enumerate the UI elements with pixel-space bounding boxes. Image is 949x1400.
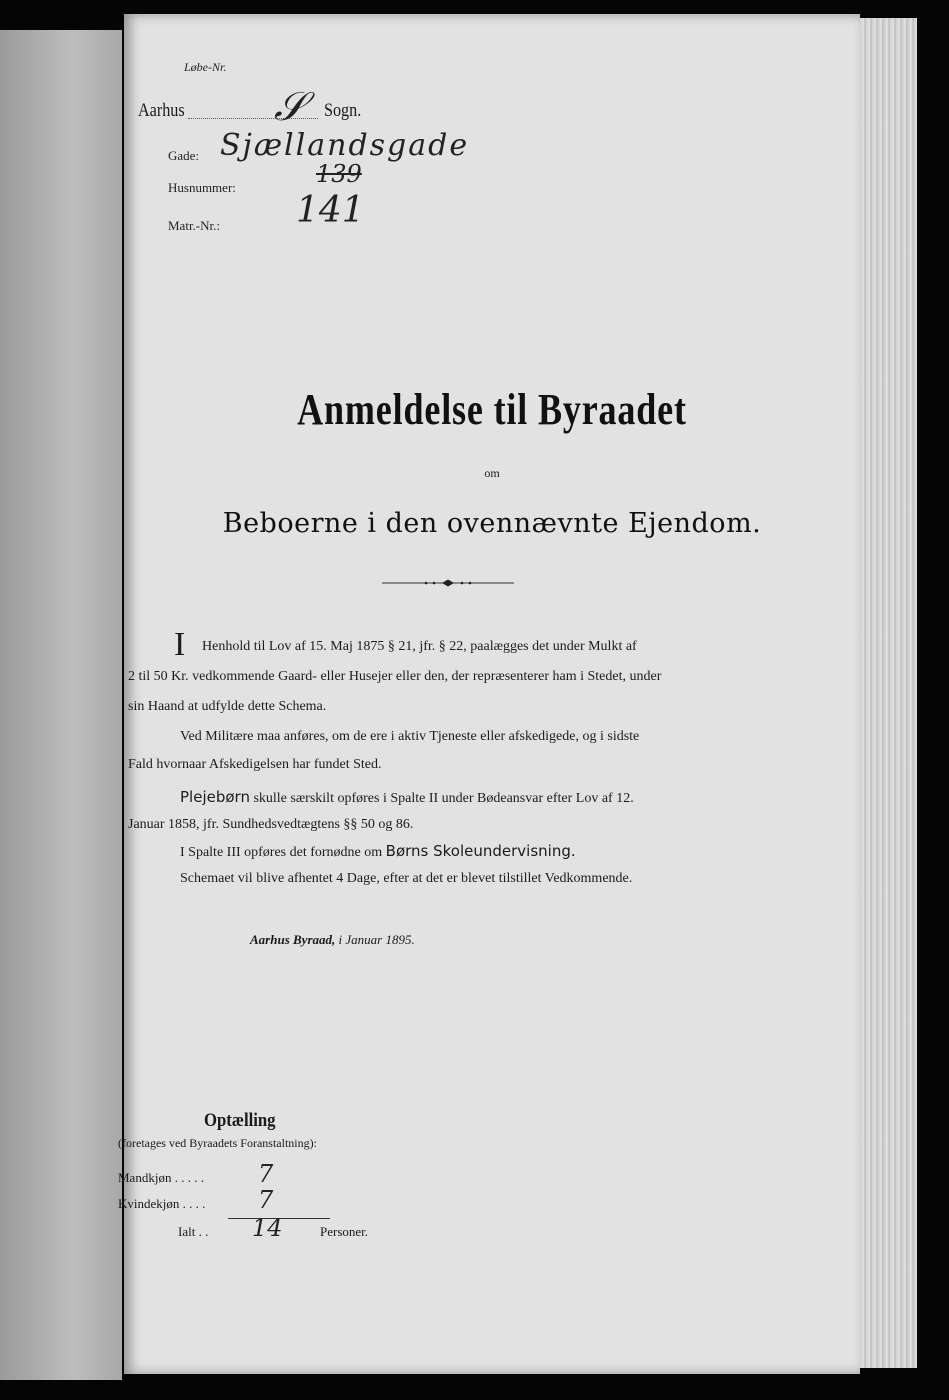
kvindekjon-row [118, 1196, 205, 1212]
paragraph-1-line-1: Henhold til Lov af 15. Maj 1875 § 21, jfr. § 22, paalægges det under Mulkt af [202, 639, 637, 654]
husnummer-value: 141 [296, 190, 365, 231]
paragraph-4-text: I Spalte III opføres det fornødne om [180, 845, 383, 860]
husnummer-label: Husnummer: [168, 180, 236, 195]
city-label: Aarhus [138, 100, 185, 121]
ialt-value: 14 [252, 1214, 283, 1242]
plejeborn-emphasis: Plejebørn [180, 788, 250, 806]
gade-label: Gade: [168, 148, 200, 163]
loebe-nr-label: Løbe-Nr. [184, 60, 227, 74]
paragraph-5: Schemaet vil blive afhentet 4 Dage, efter at det er blevet tilstillet Vedkommende. [180, 871, 633, 886]
ialt-label: Ialt [178, 1224, 196, 1239]
paragraph-3-line-1 [180, 784, 634, 812]
left-page-edge [0, 30, 122, 1380]
mandkjon-row [118, 1170, 204, 1186]
document-page [118, 14, 860, 1374]
skoleundervisning-emphasis: Børns Skoleundervisning. [385, 842, 576, 860]
mandkjon-dots: . . . . . [171, 1170, 204, 1185]
paragraph-4 [180, 838, 576, 866]
gade-value: Sjællandsgade [220, 128, 470, 163]
count-note: (foretages ved Byraadets Foranstaltning): [118, 1136, 317, 1150]
sogn-handwriting: 𝒮 [274, 84, 305, 130]
paragraph-2-line-1: Ved Militære maa anføres, om de ere i aktiv Tjeneste eller afskedigede, og i sidste [180, 729, 640, 744]
personer-label: Personer. [320, 1224, 369, 1239]
kvindekjon-dots: . . . . [179, 1196, 206, 1211]
mandkjon-value: 7 [258, 1160, 274, 1188]
om-label: om [484, 466, 500, 480]
paragraph-1-line-2: 2 til 50 Kr. vedkommende Gaard- eller Husejer eller den, der repræsenterer ham i Stedet, under [128, 669, 662, 684]
document-subtitle: Beboerne i den ovennævnte Ejendom. [222, 508, 762, 539]
signature [250, 932, 415, 948]
ialt-row [178, 1224, 208, 1240]
drop-cap: I [174, 626, 186, 663]
kvindekjon-label: Kvindekjøn [118, 1196, 180, 1211]
ornament-divider [382, 576, 514, 590]
paragraph-1-line-3: sin Haand at udfylde dette Schema. [128, 699, 327, 714]
ialt-dots: . . [195, 1224, 209, 1239]
mandkjon-label: Mandkjøn [118, 1170, 172, 1185]
page-stack-edges [855, 18, 917, 1368]
signature-date: i Januar 1895. [338, 932, 415, 947]
signature-org: Aarhus Byraad, [250, 932, 336, 947]
paragraph-3-line-2: Januar 1858, jfr. Sundhedsvedtægtens §§ 50 og 86. [128, 817, 414, 832]
husnummer-crossed-value: 139 [316, 160, 362, 188]
count-heading: Optælling [204, 1110, 276, 1131]
matr-nr-label: Matr.-Nr.: [168, 218, 220, 233]
paragraph-2-line-2: Fald hvornaar Afskedigelsen har fundet Sted. [128, 757, 382, 772]
sogn-label: Sogn. [324, 100, 362, 121]
document-title: Anmeldelse til Byraadet [297, 385, 687, 434]
paragraph-3-text: skulle særskilt opføres i Spalte II under Bødeansvar efter Lov af 12. [253, 791, 634, 806]
kvindekjon-value: 7 [258, 1186, 274, 1214]
